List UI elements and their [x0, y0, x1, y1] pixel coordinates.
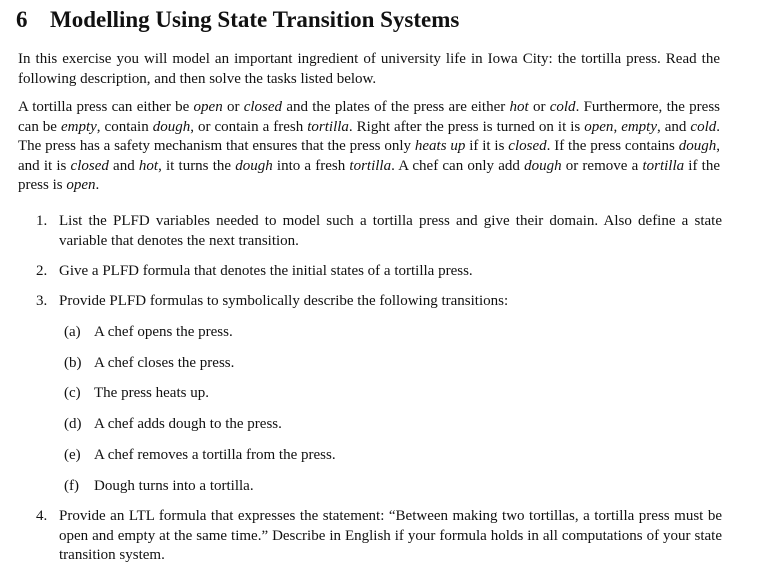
section-title: Modelling Using State Transition Systems — [50, 7, 460, 32]
task-2 — [36, 262, 722, 282]
term-cold: cold — [549, 99, 576, 115]
task-marker: 4. — [36, 508, 48, 524]
term-heats-up: heats up — [414, 138, 466, 155]
task-3 — [36, 292, 722, 312]
term-empty: empty — [60, 118, 97, 135]
task-text: Provide an LTL formula that expresses the statement: “Between making two tortillas, a tortilla press must be open and empty at the same time.” Describe in English if your formula holds in all computations of your state transition system. — [59, 508, 722, 564]
subtask-text: A chef adds dough to the press. — [94, 416, 282, 432]
task-marker: 3. — [36, 293, 48, 309]
subtask-marker: (a) — [64, 324, 81, 340]
subtask-b — [64, 354, 234, 374]
term-hot: hot — [509, 99, 529, 115]
task-marker: 1. — [36, 213, 48, 229]
subtask-marker: (b) — [64, 355, 82, 371]
term-closed: closed — [243, 99, 283, 115]
subtask-e — [64, 446, 336, 466]
subtask-marker: (f) — [64, 478, 79, 494]
subtask-text: A chef opens the press. — [94, 324, 233, 340]
task-4 — [36, 507, 722, 566]
section-number: 6 — [16, 7, 28, 32]
subtask-marker: (c) — [64, 385, 81, 401]
intro-paragraph: In this exercise you will model an important ingredient of university life in Iowa City: the tortilla press. Read the following description, and then solve the tasks listed below. — [18, 51, 720, 87]
description-paragraph: A tortilla press can either be open or closed and the plates of the press are either hot or cold. Furthermore, the press can be empty, contain dough, or contain a fresh tortilla. Right after the press is turned on it is open, empty, and cold. The press has a safety mechanism that ensures that the press only heats up if it is closed. If the press contains dough, and it is closed and hot, it turns the dough into a fresh tortilla. A chef can only add dough or remove a tortilla if the press is open. — [18, 99, 720, 194]
task-text: Provide PLFD formulas to symbolically describe the following transitions: — [59, 293, 509, 309]
term-open: open — [193, 99, 223, 115]
term-dough: dough — [152, 118, 191, 135]
subtask-f — [64, 477, 254, 497]
task-1 — [36, 212, 722, 251]
subtask-text: The press heats up. — [94, 385, 209, 401]
task-text: List the PLFD variables needed to model such a tortilla press and give their domain. Also define a state variable that denotes the next transition. — [59, 213, 722, 249]
subtask-text: Dough turns into a tortilla. — [94, 478, 254, 494]
subtask-text: A chef closes the press. — [94, 355, 235, 371]
subtask-d — [64, 415, 282, 435]
task-marker: 2. — [36, 263, 48, 279]
subtask-marker: (e) — [64, 447, 81, 463]
subtask-c — [64, 384, 209, 404]
task-text: Give a PLFD formula that denotes the initial states of a tortilla press. — [59, 263, 473, 279]
section-heading — [16, 4, 459, 36]
term-tortilla: tortilla — [307, 118, 349, 135]
subtask-a — [64, 323, 233, 343]
subtask-marker: (d) — [64, 416, 82, 432]
subtask-text: A chef removes a tortilla from the press. — [94, 447, 336, 463]
